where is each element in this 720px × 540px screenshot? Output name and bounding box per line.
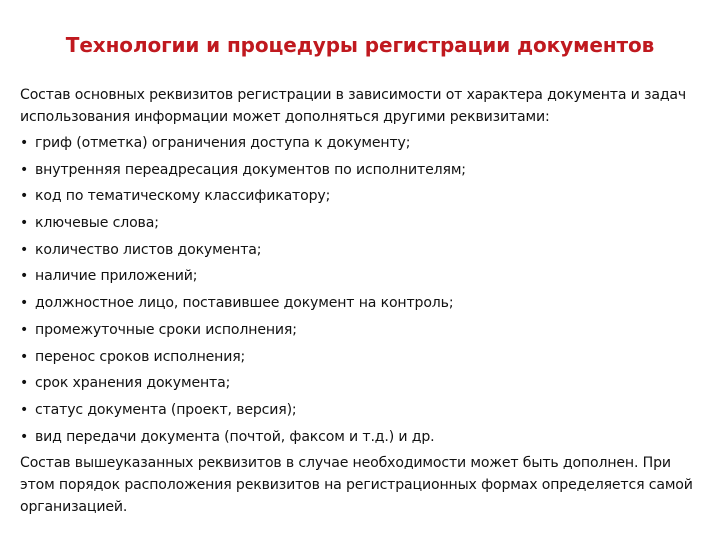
list-item [20,426,706,448]
list-item-text: срок хранения документа; [35,375,231,392]
list-item [20,399,706,421]
list-item-text: гриф (отметка) ограничения доступа к документу; [35,135,411,151]
list-item [20,185,706,207]
list-item [20,132,706,154]
list-item-text: статус документа (проект, версия); [35,401,297,418]
outro-paragraph: Состав вышеуказанных реквизитов в случае необходимости может быть дополнен. При этом порядок расположения реквизитов на регистрационных формах определяется самой организацией. [20,455,693,516]
list-item [20,212,706,234]
list-item-text: должностное лицо, поставившее документ на контроль; [35,295,454,312]
list-item-text: код по тематическому классификатору; [35,188,331,205]
list-item [20,346,706,368]
list-item-text: количество листов документа; [35,241,262,258]
list-item-text: внутренняя переадресация документов по исполнителям; [35,161,466,178]
list-item [20,292,706,314]
bullet-icon: • [20,401,29,418]
bullet-icon: • [20,215,29,232]
intro-paragraph: Состав основных реквизитов регистрации в зависимости от характера документа и задач использования информации может дополняться другими реквизитами: [20,87,687,125]
list-item [20,239,706,261]
list-item [20,372,706,394]
list-item-text: наличие приложений; [35,268,198,285]
requisites-list [20,132,706,448]
bullet-icon: • [20,321,29,338]
list-item [20,265,706,287]
bullet-icon: • [20,135,29,151]
bullet-icon: • [20,268,29,285]
list-item-text: перенос сроков исполнения; [35,348,246,365]
bullet-icon: • [20,188,29,205]
bullet-icon: • [20,348,29,365]
bullet-icon: • [20,428,29,445]
bullet-icon: • [20,161,29,178]
bullet-icon: • [20,241,29,258]
slide-title: Технологии и процедуры регистрации документов [65,33,655,57]
list-item-text: промежуточные сроки исполнения; [35,321,297,338]
bullet-icon: • [20,375,29,392]
list-item [20,159,706,181]
bullet-icon: • [20,295,29,312]
list-item-text: вид передачи документа (почтой, факсом и т.д.) и др. [35,428,435,445]
list-item [20,319,706,341]
list-item-text: ключевые слова; [35,215,159,232]
slide-content [20,84,706,518]
